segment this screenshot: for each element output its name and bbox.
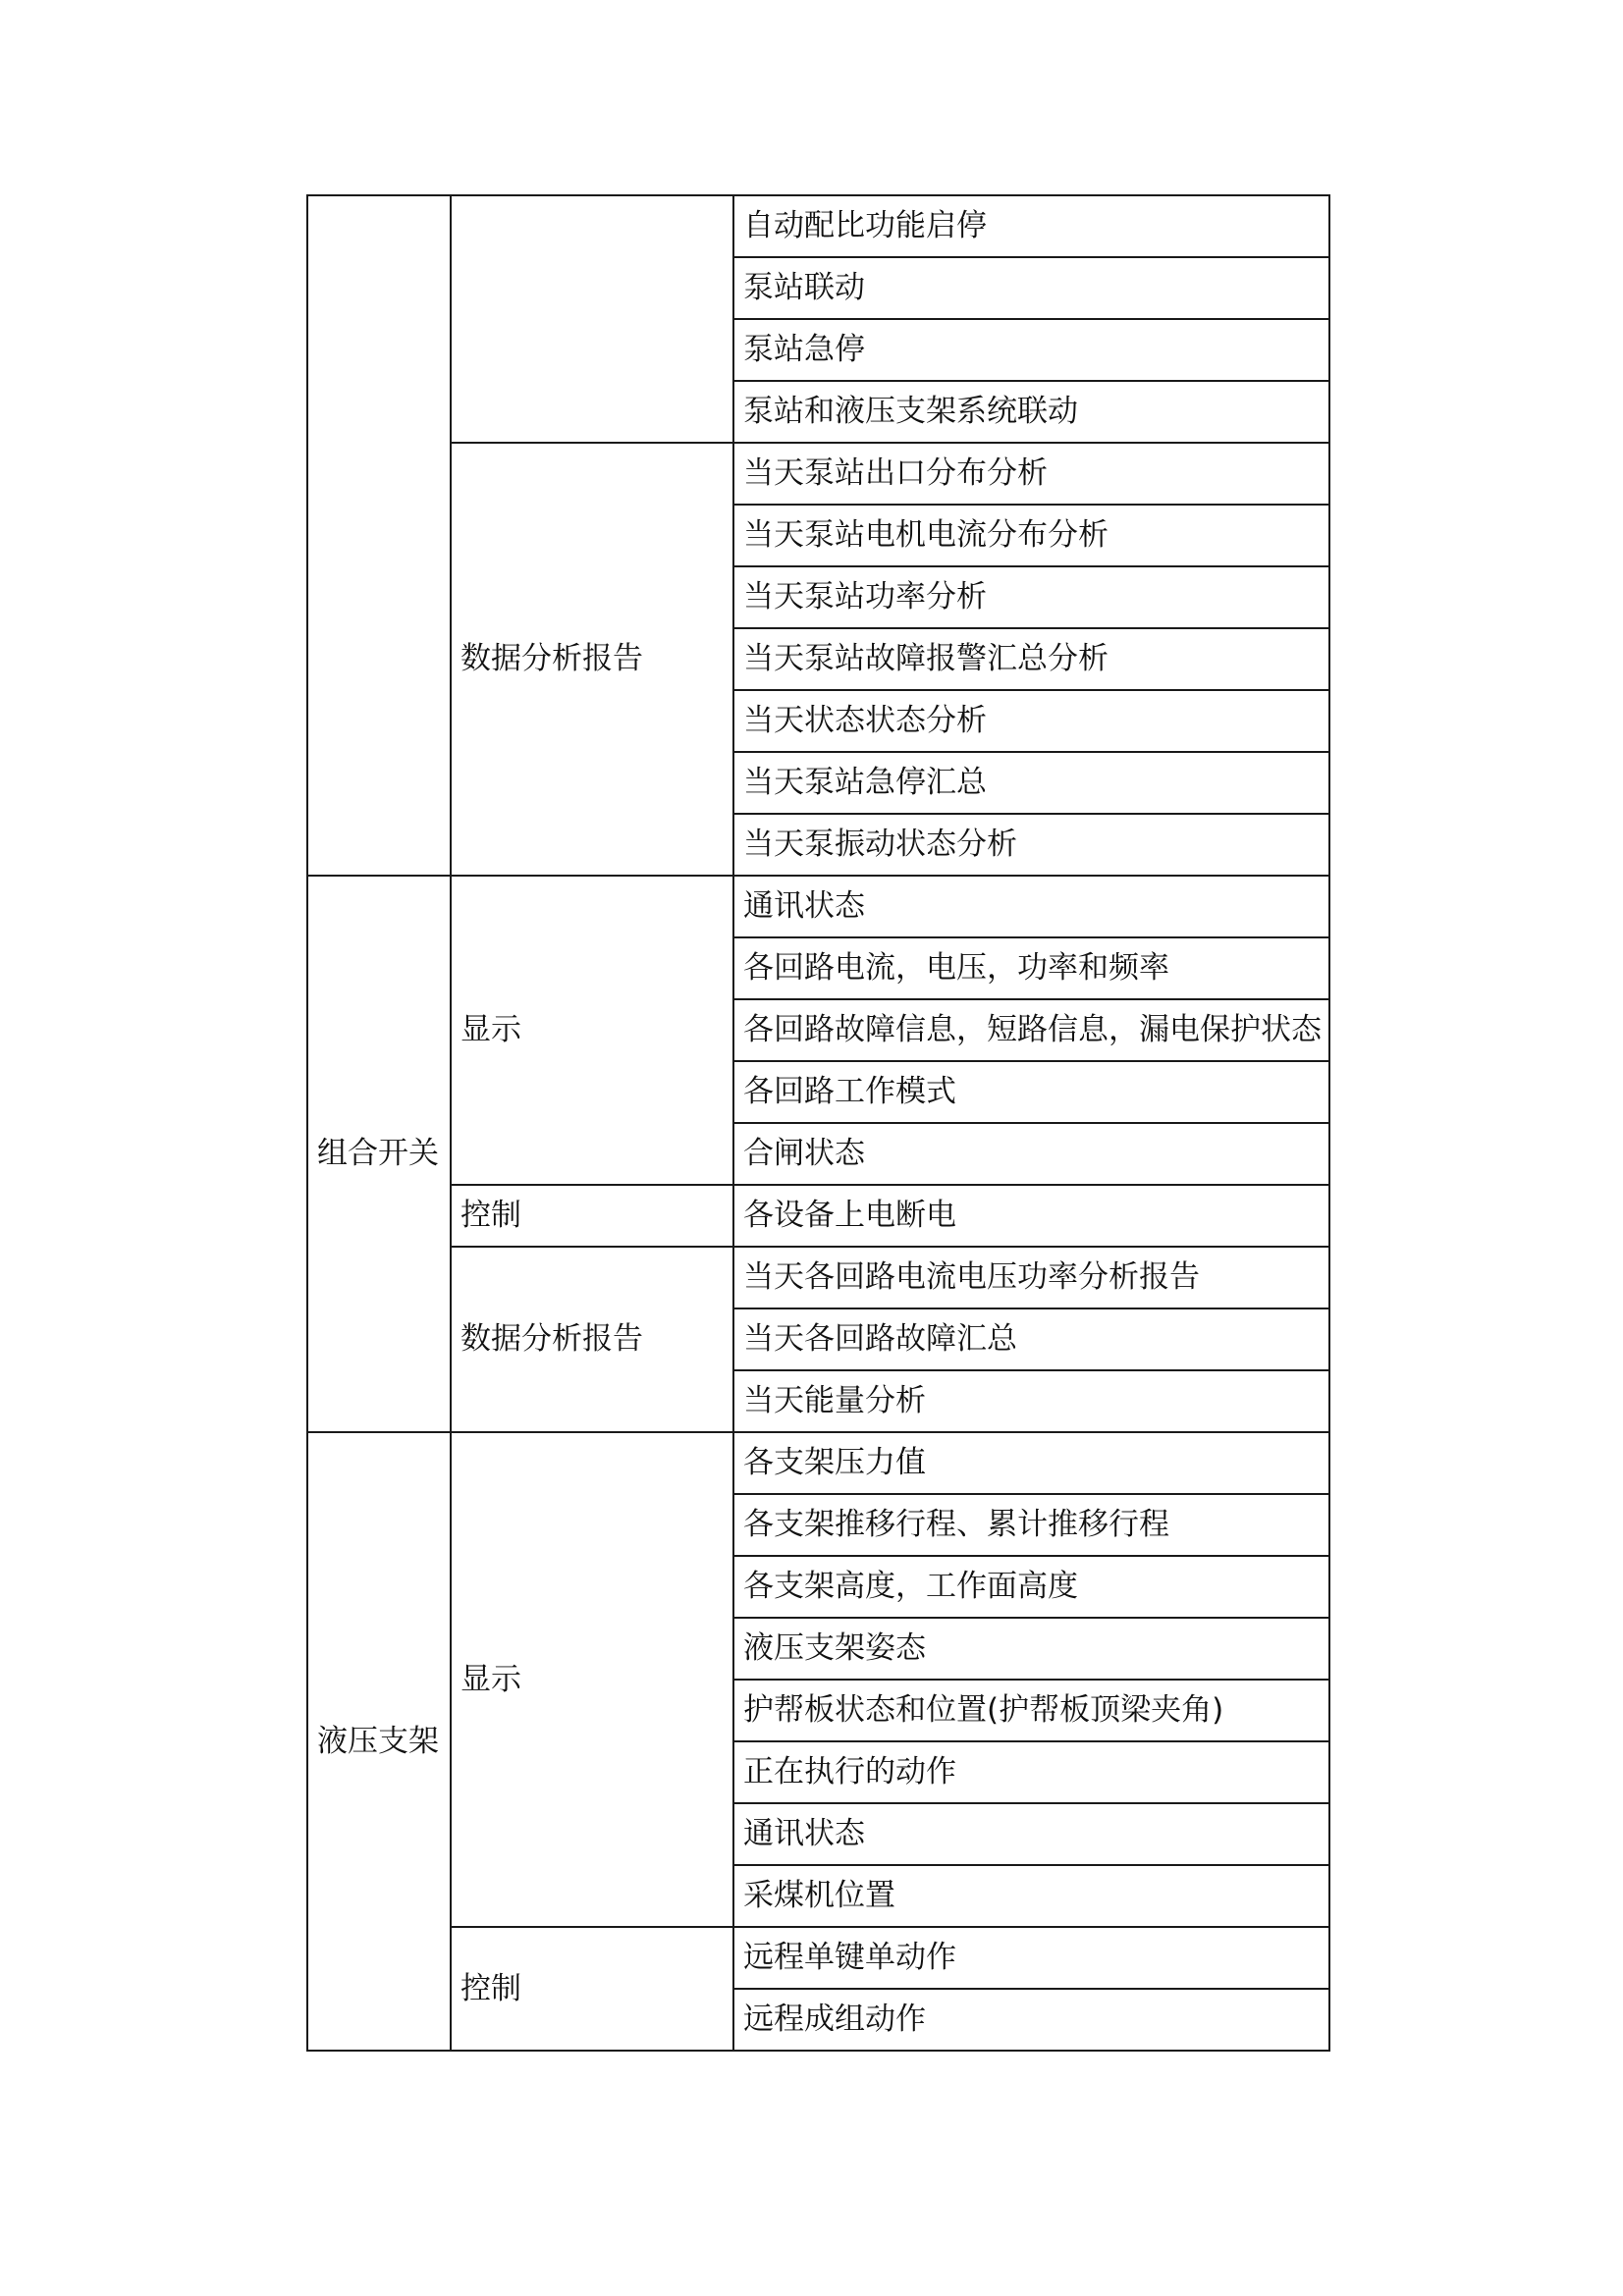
item-cell: 各支架压力值 bbox=[733, 1432, 1329, 1494]
item-cell: 各回路工作模式 bbox=[733, 1061, 1329, 1123]
item-cell: 远程成组动作 bbox=[733, 1989, 1329, 2051]
item-cell: 液压支架姿态 bbox=[733, 1618, 1329, 1680]
item-cell: 合闸状态 bbox=[733, 1123, 1329, 1185]
item-cell: 当天泵振动状态分析 bbox=[733, 814, 1329, 876]
table-row bbox=[307, 1927, 1329, 1989]
item-cell: 当天状态状态分析 bbox=[733, 690, 1329, 752]
item-cell: 泵站急停 bbox=[733, 319, 1329, 381]
item-cell: 当天泵站功率分析 bbox=[733, 566, 1329, 628]
item-cell: 各支架高度，工作面高度 bbox=[733, 1556, 1329, 1618]
item-cell: 泵站和液压支架系统联动 bbox=[733, 381, 1329, 443]
item-cell: 当天能量分析 bbox=[733, 1370, 1329, 1432]
item-cell: 泵站联动 bbox=[733, 257, 1329, 319]
item-cell: 各回路故障信息，短路信息，漏电保护状态 bbox=[733, 999, 1329, 1061]
table-row bbox=[307, 1185, 1329, 1247]
item-cell: 护帮板状态和位置(护帮板顶梁夹角) bbox=[733, 1680, 1329, 1741]
table-row bbox=[307, 1432, 1329, 1494]
device-cell bbox=[307, 195, 451, 876]
table-row bbox=[307, 195, 1329, 257]
item-cell: 自动配比功能启停 bbox=[733, 195, 1329, 257]
function-table bbox=[306, 194, 1330, 2052]
table-row bbox=[307, 443, 1329, 505]
table-row bbox=[307, 876, 1329, 937]
item-cell: 采煤机位置 bbox=[733, 1865, 1329, 1927]
category-cell: 控制 bbox=[451, 1185, 733, 1247]
item-cell: 通讯状态 bbox=[733, 876, 1329, 937]
item-cell: 各支架推移行程、累计推移行程 bbox=[733, 1494, 1329, 1556]
category-cell: 控制 bbox=[451, 1927, 733, 2051]
table-row bbox=[307, 1247, 1329, 1308]
item-cell: 正在执行的动作 bbox=[733, 1741, 1329, 1803]
item-cell: 当天泵站电机电流分布分析 bbox=[733, 505, 1329, 566]
category-cell: 显示 bbox=[451, 1432, 733, 1927]
category-cell: 显示 bbox=[451, 876, 733, 1185]
item-cell: 通讯状态 bbox=[733, 1803, 1329, 1865]
item-cell: 各回路电流，电压，功率和频率 bbox=[733, 937, 1329, 999]
item-cell: 当天泵站急停汇总 bbox=[733, 752, 1329, 814]
item-cell: 当天各回路故障汇总 bbox=[733, 1308, 1329, 1370]
category-cell bbox=[451, 195, 733, 443]
item-cell: 远程单键单动作 bbox=[733, 1927, 1329, 1989]
item-cell: 当天各回路电流电压功率分析报告 bbox=[733, 1247, 1329, 1308]
item-cell: 当天泵站故障报警汇总分析 bbox=[733, 628, 1329, 690]
category-cell: 数据分析报告 bbox=[451, 443, 733, 876]
device-cell: 液压支架 bbox=[307, 1432, 451, 2051]
device-cell: 组合开关 bbox=[307, 876, 451, 1432]
item-cell: 当天泵站出口分布分析 bbox=[733, 443, 1329, 505]
item-cell: 各设备上电断电 bbox=[733, 1185, 1329, 1247]
category-cell: 数据分析报告 bbox=[451, 1247, 733, 1432]
